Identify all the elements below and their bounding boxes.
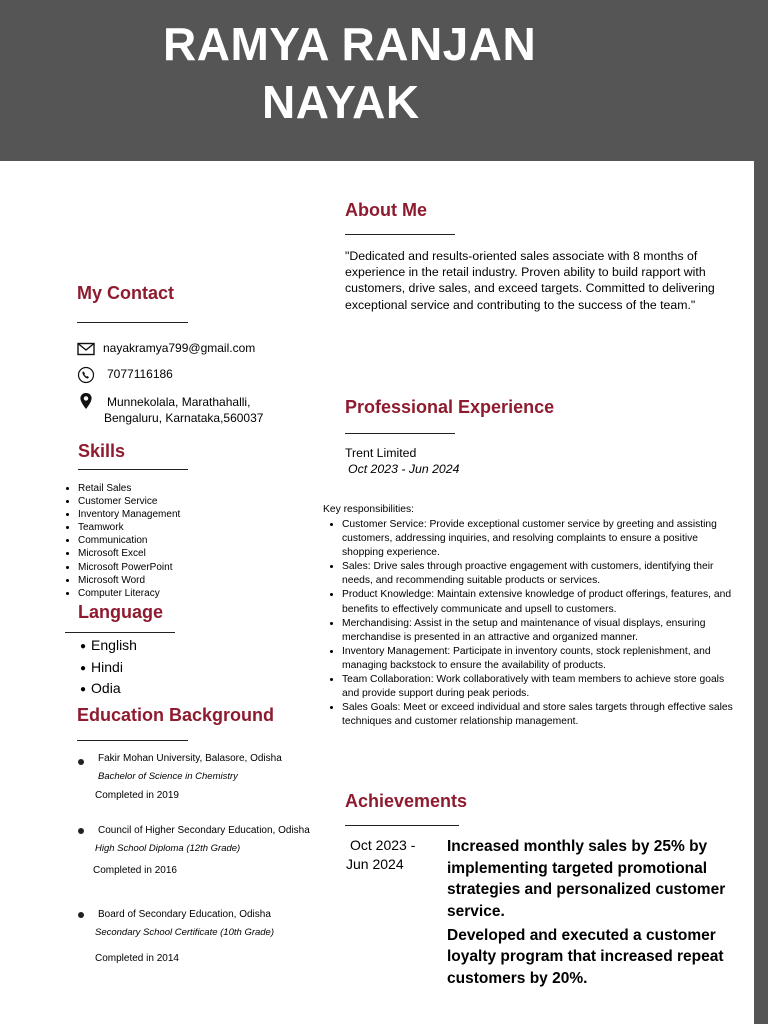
responsibility-item: • Sales: Drive sales through proactive engagement with customers, identifying their needs, and recommending suitable products or services. [342,560,737,588]
name-line-2: NAYAK [262,76,420,128]
name-line-1: RAMYA RANJAN [163,18,537,70]
experience-title: Professional Experience [345,397,555,417]
about-title: About Me [345,200,427,220]
education-completed: Completed in 2014 [95,953,179,964]
language-item [80,679,137,701]
responsibility-item: • Team Collaboration: Work collaboratively with team members to achieve store goals and provide support during peak periods. [342,673,737,701]
education-institution: Board of Secondary Education, Odisha [98,909,271,920]
responsibility-item: • Product Knowledge: Maintain extensive knowledge of product offerings, features, and benefits to effectively communicate and upsell to customers. [342,588,737,616]
experience-dates: Oct 2023 - Jun 2024 [348,462,460,476]
education-divider [77,740,188,741]
achievement-date-line2: Jun 2024 [346,856,404,872]
skill-item: • Teamwork [78,521,180,534]
education-bullet [78,828,84,834]
education-institution: Fakir Mohan University, Balasore, Odisha [98,753,282,764]
contact-address-line2: Bengaluru, Karnataka,560037 [104,411,264,425]
responsibilities-list [326,518,737,729]
skill-item: • Microsoft Word [78,574,180,587]
language-item [80,658,137,680]
language-label: Hindi [91,658,123,675]
education-title: Education Background [77,705,275,725]
education-bullet [78,912,84,918]
skills-list [62,482,180,600]
language-list [80,636,137,701]
right-side-bar [754,161,768,1024]
skill-item: • Computer Literacy [78,587,180,600]
contact-email[interactable]: nayakramya799@gmail.com [103,341,256,355]
achievements-title: Achievements [345,791,468,811]
skill-item: • Retail Sales [78,482,180,495]
education-degree: Bachelor of Science in Chemistry [98,771,238,782]
contact-divider [77,322,188,323]
skill-item: • Inventory Management [78,508,180,521]
skill-item: • Customer Service [78,495,180,508]
responsibility-item: • Customer Service: Provide exceptional customer service by greeting and assisting customers, addressing inquiries, and resolving complaints to ensure a positive shopping experience. [342,518,737,560]
education-institution: Council of Higher Secondary Education, Odisha [98,825,310,836]
language-title: Language [78,602,164,622]
language-item [80,636,137,658]
contact-title: My Contact [77,283,175,303]
skill-item: • Microsoft Excel [78,547,180,560]
experience-divider [345,433,455,434]
language-divider [65,632,175,633]
skills-divider [78,469,188,470]
achievement-dates [346,836,436,874]
responsibilities-heading: Key responsibilities: [323,504,414,515]
header-banner [0,0,768,161]
achievement-item: Developed and executed a customer loyalty program that increased repeat customers by 20%. [447,926,724,987]
contact-phone[interactable]: 7077116186 [107,367,173,381]
skill-item: • Communication [78,534,180,547]
education-completed: Completed in 2016 [93,865,177,876]
achievement-list [447,836,742,992]
location-pin-icon [77,392,95,410]
education-degree: Secondary School Certificate (10th Grade) [95,927,275,938]
language-label: Odia [91,680,121,696]
contact-address-line1: Munnekolala, Marathahalli, [107,395,251,409]
skill-item: • Microsoft PowerPoint [78,561,180,574]
about-text: "Dedicated and results-oriented sales associate with 8 months of experience in the retail industry. Proven ability to build rapport with customers, drive sales, and exceed targets. Committed to delivering exceptional service and contributing to the success of the team." [345,249,715,312]
experience-company: Trent Limited [345,446,417,460]
achievements-divider [345,825,459,826]
achievement-item: Increased monthly sales by 25% by implementing targeted promotional strategies and personalized customer service. [447,838,726,920]
skills-title: Skills [78,441,126,461]
phone-icon [77,366,95,384]
responsibility-item: • Inventory Management: Participate in inventory counts, stock replenishment, and managing backstock to ensure the availability of products. [342,645,737,673]
education-degree: High School Diploma (12th Grade) [95,843,241,854]
responsibility-item: • Merchandising: Assist in the setup and maintenance of visual displays, ensuring merchandise is presented in an attractive and organized manner. [342,617,737,645]
responsibility-item: • Sales Goals: Meet or exceed individual and store sales targets through effective sales techniques and customer relationship management. [342,701,737,729]
achievement-date-line1: Oct 2023 - [350,837,416,853]
education-bullet [78,759,84,765]
language-label: English [91,637,137,653]
about-divider [345,234,455,235]
envelope-icon [77,340,95,358]
education-completed: Completed in 2019 [95,790,179,801]
